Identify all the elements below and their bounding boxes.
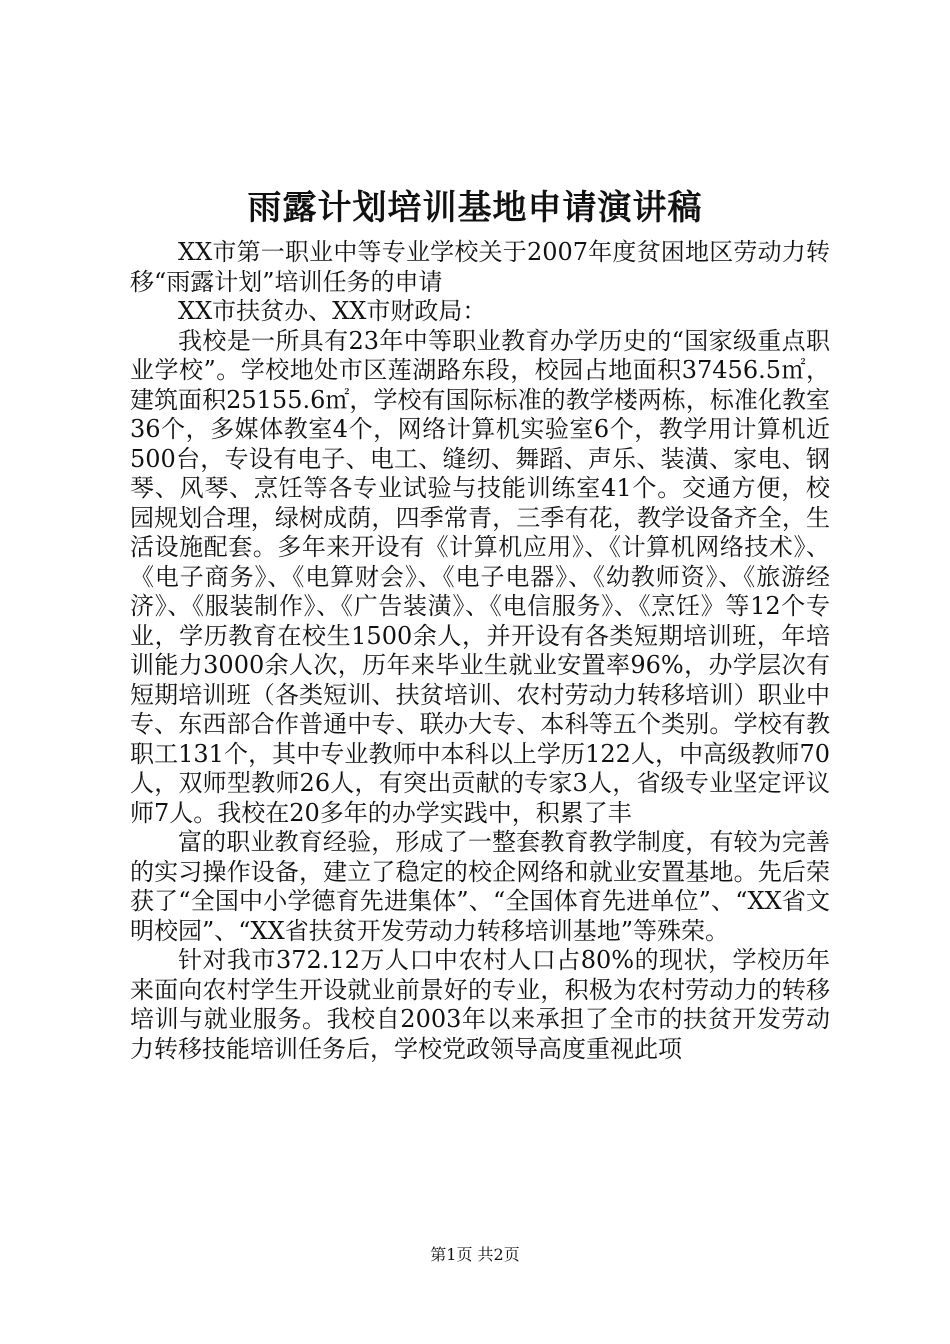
document-body (130, 238, 830, 1064)
paragraph-rural-training: 针对我市372.12万人口中农村人口占80%的现状，学校历年来面向农村学生开设就业前景好的专业，积极为农村劳动力的转移培训与就业服务。我校自2003年以来承担了全市的扶贫开发劳动力转移技能培训任务后，学校党政领导高度重视此项 (130, 946, 830, 1063)
paragraph-addressee: XX市扶贫办、XX市财政局： (178, 297, 487, 325)
paragraph-subject: XX市第一职业中等专业学校关于2007年度贫困地区劳动力转移“雨露计划”培训任务的申请 (130, 238, 830, 296)
document-title: 雨露计划培训基地申请演讲稿 (247, 188, 703, 228)
page-number: 第1页 共2页 (430, 1245, 520, 1264)
paragraph-school-intro: 我校是一所具有23年中等职业教育办学历史的“国家级重点职业学校”。学校地处市区莲湖路东段，校园占地面积37456.5㎡，建筑面积25155.6㎡，学校有国际标准的教学楼两栋，标准化教室36个，多媒体教室4个，网络计算机实验室6个，教学用计算机近500台，专设有电子、电工、缝纫、舞蹈、声乐、装潢、家电、钢琴、风琴、烹饪等各专业试验与技能训练室41个。交通方便，校园规划合理，绿树成荫，四季常青，三季有花，教学设备齐全，生活设施配套。多年来开设有《计算机应用》、《计算机网络技术》、《电子商务》、《电算财会》、《电子电器》、《幼教师资》、《旅游经济》、《服装制作》、《广告装潢》、《电信服务》、《烹饪》等12个专业，学历教育在校生1500余人，并开设有各类短期培训班，年培训能力3000余人次，历年来毕业生就业安置率96%，办学层次有短期培训班（各类短训、扶贫培训、农村劳动力转移培训）职业中专、东西部合作普通中专、联办大专、本科等五个类别。学校有教职工131个，其中专业教师中本科以上学历122人，中高级教师70人，双师型教师26人，有突出贡献的专家3人，省级专业坚定评议师7人。我校在20多年的办学实践中，积累了丰 (130, 326, 830, 827)
paragraph-achievements: 富的职业教育经验，形成了一整套教育教学制度，有较为完善的实习操作设备，建立了稳定的校企网络和就业安置基地。先后荣获了“全国中小学德育先进集体”、“全国体育先进单位”、“XX省文明校园”、“XX省扶贫开发劳动力转移培训基地”等殊荣。 (130, 828, 830, 945)
